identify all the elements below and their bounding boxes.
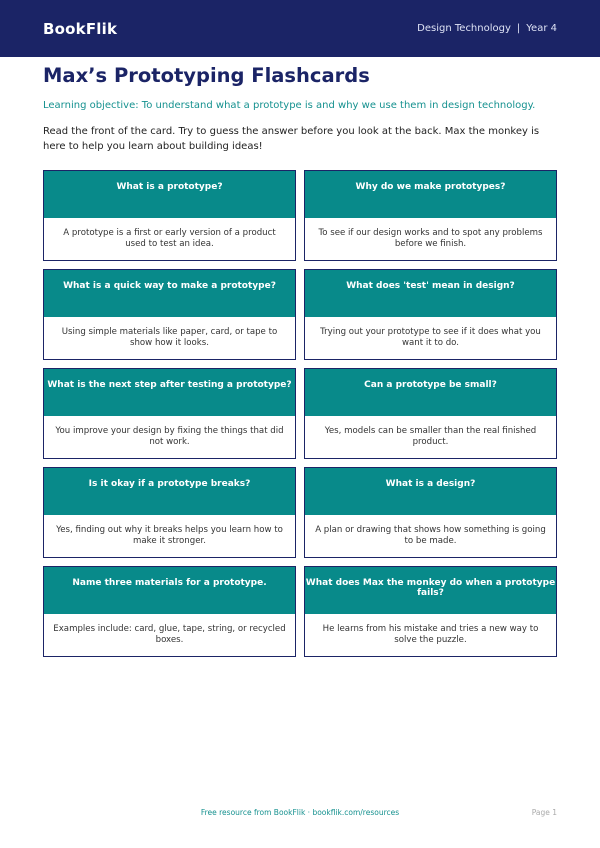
flashcard-grid: [43, 170, 557, 657]
flashcard-back: Using simple materials like paper, card, or tape to show how it looks.: [61, 327, 278, 348]
flashcard-front: What is a prototype?: [44, 171, 295, 218]
flashcard-back: You improve your design by fixing the things that did not work.: [55, 426, 284, 447]
flashcard-front: Is it okay if a prototype breaks?: [44, 468, 295, 515]
flashcard[interactable]: [304, 467, 557, 558]
brand-logo[interactable]: BookFlik: [43, 19, 118, 38]
learning-objective: Learning objective: To understand what a prototype is and why we use them in design technology.: [43, 100, 536, 111]
flashcard[interactable]: [43, 566, 296, 657]
flashcard-front: What does Max the monkey do when a prototype fails?: [305, 567, 556, 614]
flashcard-front: Name three materials for a prototype.: [44, 567, 295, 614]
flashcard-front: Can a prototype be small?: [305, 369, 556, 416]
flashcard-back: Yes, finding out why it breaks helps you learn how to make it stronger.: [56, 525, 283, 546]
flashcard-back: He learns from his mistake and tries a new way to solve the puzzle.: [322, 624, 539, 645]
flashcard-front: What does 'test' mean in design?: [305, 270, 556, 317]
breadcrumb-separator: |: [516, 23, 521, 34]
flashcard-front: What is a design?: [305, 468, 556, 515]
flashcard-back: A prototype is a first or early version of a product used to test an idea.: [63, 228, 276, 249]
flashcard-back: Trying out your prototype to see if it does what you want it to do.: [320, 327, 541, 348]
subject-label: Design Technology: [417, 23, 511, 34]
flashcard-back: Examples include: card, glue, tape, string, or recycled boxes.: [53, 624, 286, 645]
flashcard[interactable]: [304, 269, 557, 360]
flashcard-front: What is the next step after testing a prototype?: [44, 369, 295, 416]
breadcrumb: [417, 23, 557, 34]
flashcard[interactable]: [43, 467, 296, 558]
flashcard-back: To see if our design works and to spot any problems before we finish.: [318, 228, 543, 249]
flashcard-back: Yes, models can be smaller than the real finished product.: [324, 426, 537, 447]
flashcard[interactable]: [304, 170, 557, 261]
footer-link[interactable]: Free resource from BookFlik · bookflik.com/resources: [200, 808, 400, 817]
flashcard-back: A plan or drawing that shows how something is going to be made.: [315, 525, 546, 546]
flashcard-front: What is a quick way to make a prototype?: [44, 270, 295, 317]
page-title: Max’s Prototyping Flashcards: [43, 64, 370, 87]
intro-text: Read the front of the card. Try to guess the answer before you look at the back. Max the monkey is here to help you learn about building ideas!: [43, 126, 540, 152]
flashcard[interactable]: [43, 368, 296, 459]
header-bar: [0, 0, 600, 57]
flashcard[interactable]: [304, 566, 557, 657]
year-label: Year 4: [526, 23, 557, 34]
flashcard[interactable]: [304, 368, 557, 459]
flashcard[interactable]: [43, 269, 296, 360]
flashcard[interactable]: [43, 170, 296, 261]
flashcard-front: Why do we make prototypes?: [305, 171, 556, 218]
page-number: Page 1: [531, 808, 557, 817]
